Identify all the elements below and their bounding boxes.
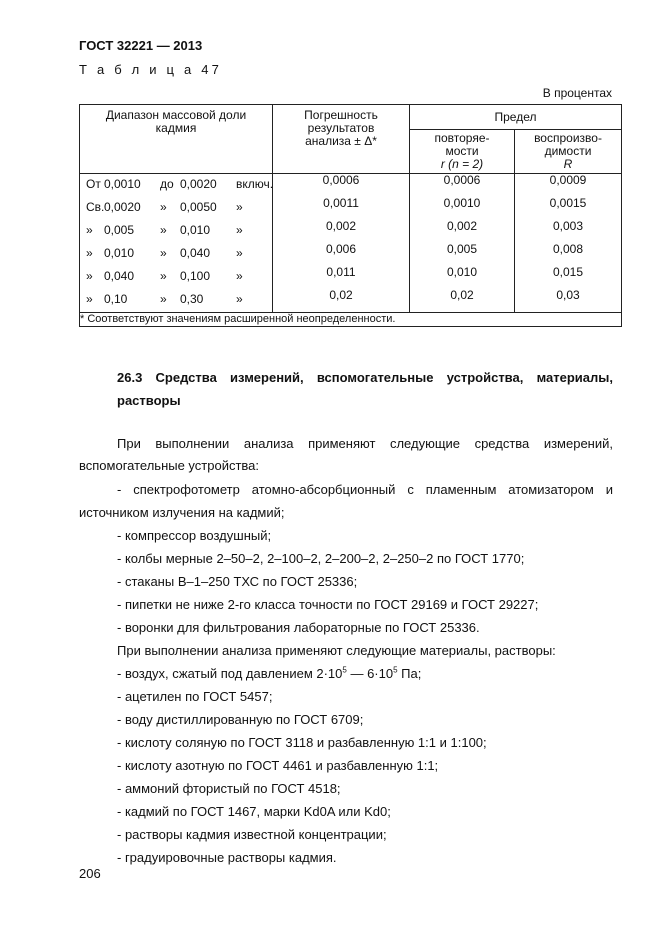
- list-item-spectrophotometer-cont: источником излучения на кадмий;: [79, 505, 285, 520]
- range-cell: [80, 266, 273, 289]
- list-item-spectrophotometer: - спектрофотометр атомно-абсорбционный с пламенным атомизатором и: [117, 482, 613, 497]
- materials-list: [117, 686, 487, 870]
- table-row: [80, 174, 622, 198]
- list-item: - градуировочные растворы кадмия.: [117, 850, 337, 865]
- range-cell: [80, 289, 273, 313]
- table-row: [80, 266, 622, 289]
- list-item: - аммоний фтористый по ГОСТ 4518;: [117, 781, 341, 796]
- range-part: »: [160, 292, 167, 306]
- header-repeatability: повторяе- мости r (n = 2): [410, 130, 515, 174]
- list-item: - воронки для фильтрования лабораторные по ГОСТ 25336.: [117, 620, 480, 635]
- list-item: - кислоту соляную по ГОСТ 3118 и разбавленную 1:1 и 1:100;: [117, 735, 487, 750]
- range-part: 0,10: [104, 292, 128, 306]
- range-part: Св.: [86, 200, 105, 214]
- reproducibility-cell: 0,0015: [515, 197, 622, 220]
- range-part: »: [236, 246, 243, 260]
- list-item: - растворы кадмия известной концентрации;: [117, 827, 387, 842]
- list-item: - кислоту азотную по ГОСТ 4461 и разбавленную 1:1;: [117, 758, 439, 773]
- range-part: »: [160, 246, 167, 260]
- table-caption: Т а б л и ц а 47: [79, 62, 223, 77]
- list-item: - колбы мерные 2–50–2, 2–100–2, 2–200–2, 2–250–2 по ГОСТ 1770;: [117, 551, 525, 566]
- repeatability-cell: 0,02: [410, 289, 515, 313]
- error-cell: 0,02: [273, 289, 410, 313]
- error-cell: 0,011: [273, 266, 410, 289]
- repeatability-cell: 0,0010: [410, 197, 515, 220]
- range-part: »: [86, 223, 93, 237]
- repeatability-cell: 0,0006: [410, 174, 515, 198]
- reproducibility-cell: 0,003: [515, 220, 622, 243]
- range-part: 0,100: [180, 269, 211, 283]
- table-row: [80, 197, 622, 220]
- header-reproducibility: воспроизво- димости R: [515, 130, 622, 174]
- table-row: [80, 243, 622, 266]
- range-part: включ.: [236, 177, 274, 191]
- intro-paragraph: При выполнении анализа применяют следующие средства измерений,: [117, 436, 613, 451]
- precision-table: [79, 104, 622, 327]
- range-part: »: [236, 292, 243, 306]
- list-item: - пипетки не ниже 2-го класса точности по ГОСТ 29169 и ГОСТ 29227;: [117, 597, 539, 612]
- table-row: [80, 220, 622, 243]
- reproducibility-cell: 0,0009: [515, 174, 622, 198]
- header-error: Погрешность результатов анализа ± Δ*: [273, 105, 410, 174]
- table-row: [80, 289, 622, 313]
- table-footnote: * Соответствуют значениям расширенной неопределенности.: [80, 313, 622, 327]
- error-cell: 0,002: [273, 220, 410, 243]
- range-part: »: [236, 200, 243, 214]
- range-part: до: [160, 177, 174, 191]
- range-part: 0,30: [180, 292, 204, 306]
- list-item: - компрессор воздушный;: [117, 528, 272, 543]
- range-cell: [80, 174, 273, 198]
- range-part: »: [86, 269, 93, 283]
- range-part: »: [236, 223, 243, 237]
- repeatability-cell: 0,010: [410, 266, 515, 289]
- range-part: 0,040: [180, 246, 211, 260]
- range-part: »: [86, 292, 93, 306]
- range-part: »: [160, 200, 167, 214]
- list-item: - кадмий по ГОСТ 1467, марки Kd0A или Kd0;: [117, 804, 391, 819]
- range-part: »: [160, 269, 167, 283]
- table-unit: В процентах: [542, 86, 612, 100]
- range-part: 0,0020: [104, 200, 141, 214]
- range-part: 0,005: [104, 223, 135, 237]
- header-range: Диапазон массовой доли кадмия: [80, 105, 273, 174]
- header-limit: Предел: [410, 105, 622, 130]
- equipment-list: [117, 525, 538, 640]
- range-part: От: [86, 177, 101, 191]
- error-cell: 0,0006: [273, 174, 410, 198]
- reproducibility-cell: 0,008: [515, 243, 622, 266]
- reproducibility-cell: 0,015: [515, 266, 622, 289]
- range-cell: [80, 220, 273, 243]
- range-part: »: [236, 269, 243, 283]
- list-item: - ацетилен по ГОСТ 5457;: [117, 689, 273, 704]
- intro-paragraph-cont: вспомогательные устройства:: [79, 458, 260, 473]
- reproducibility-cell: 0,03: [515, 289, 622, 313]
- standard-number: ГОСТ 32221 — 2013: [79, 38, 203, 53]
- range-cell: [80, 243, 273, 266]
- range-part: 0,010: [180, 223, 211, 237]
- materials-intro: При выполнении анализа применяют следующие материалы, растворы:: [117, 643, 556, 658]
- repeatability-cell: 0,002: [410, 220, 515, 243]
- list-item: - стаканы В–1–250 ТХС по ГОСТ 25336;: [117, 574, 358, 589]
- range-part: 0,040: [104, 269, 135, 283]
- error-cell: 0,006: [273, 243, 410, 266]
- range-part: 0,010: [104, 246, 135, 260]
- list-item: - воду дистиллированную по ГОСТ 6709;: [117, 712, 364, 727]
- repeatability-cell: 0,005: [410, 243, 515, 266]
- range-part: 0,0050: [180, 200, 217, 214]
- list-item-air: - воздух, сжатый под давлением $2\cdot 10^5$ — $6\cdot 10^5$ Па;: [117, 665, 422, 681]
- range-part: 0,0010: [104, 177, 141, 191]
- error-cell: 0,0011: [273, 197, 410, 220]
- range-cell: [80, 197, 273, 220]
- range-part: 0,0020: [180, 177, 217, 191]
- range-part: »: [160, 223, 167, 237]
- range-part: »: [86, 246, 93, 260]
- section-heading: 26.3 Средства измерений, вспомогательные устройства, материалы, растворы: [117, 370, 613, 408]
- page-number: 206: [79, 866, 101, 881]
